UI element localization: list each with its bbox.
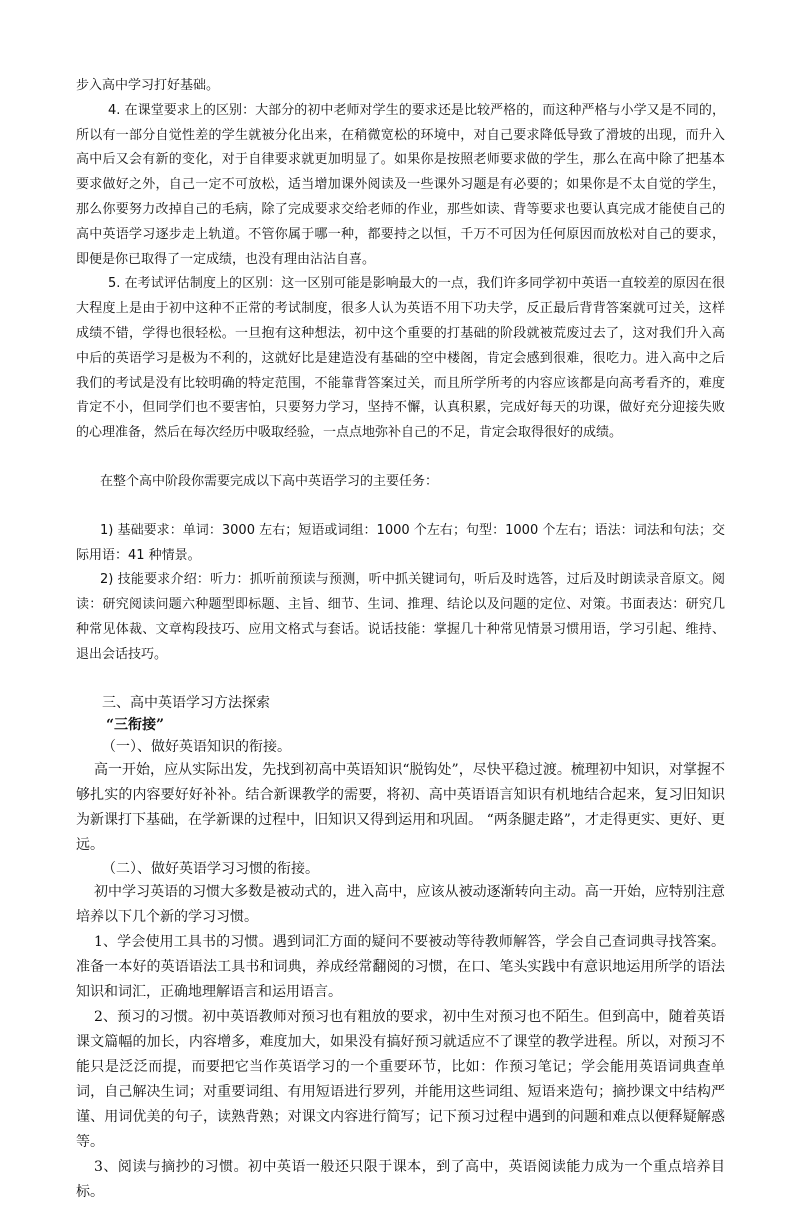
section-heading: 三、高中英语学习方法探索 xyxy=(102,694,270,711)
paragraph-knowledge: 高一开始，应从实际出发，先找到初高中英语知识“脱钩处”，尽快平稳过渡。梳理初中知识，对掌握不够扎实的内容要好好补补。结合新课教学的需要，将初、高中英语语言知识有机地结合起来，复习旧知识为新课打下基础，在学新课的过程中，旧知识又得到运用和巩固。 “两条腿走路”，才走得更实、更好、更远。 xyxy=(76,761,725,853)
paragraph-habit-reference-books: 1、学会使用工具书的习惯。遇到词汇方面的疑问不要被动等待教师解答，学会自己查词典寻找答案。准备一本好的英语语法工具书和词典，养成经常翻阅的习惯，在口、笔头实践中有意识地运用所学的语法知识和词汇，正确地理解语言和运用语言。 xyxy=(76,933,725,1000)
subsection-habits: （二）、做好英语学习习惯的衔接。 xyxy=(102,860,319,877)
spacer xyxy=(76,446,725,470)
paragraph-intro-tail: 步入高中学习打好基础。 xyxy=(76,78,220,93)
subsection-knowledge: （一）、做好英语知识的衔接。 xyxy=(102,738,291,755)
section-methods xyxy=(76,692,725,1205)
paragraph-main-tasks: 在整个高中阶段你需要完成以下高中英语学习的主要任务： xyxy=(100,473,439,489)
paragraph-skill-requirements: 2) 技能要求介绍：听力：抓听前预读与预测，听中抓关键词句，听后及时选答，过后及时朗读录音原文。阅读：研究阅读问题六种题型即标题、主旨、细节、生词、推理、结论以及问题的定位、对策。书面表达：研究几种常见体裁、文章构段技巧、应用文格式与套话。说话技能：掌握几十种常见情景习惯用语，学习引起、维持、退出会话技巧。 xyxy=(76,572,725,662)
subheading-three-connections: “三衔接” xyxy=(106,716,165,733)
paragraph-habits-intro: 初中学习英语的习惯大多数是被动式的，进入高中，应该从被动逐渐转向主动。高一开始，应特别注意培养以下几个新的学习习惯。 xyxy=(76,883,725,925)
paragraph-habit-preview: 2、预习的习惯。初中英语教师对预习也有粗放的要求，初中生对预习也不陌生。但到高中，随着英语课文篇幅的加长，内容增多，难度加大，如果没有搞好预习就适应不了课堂的教学进程。所以，对预习不能只是泛泛而提，而要把它当作英语学习的一个重要环节，比如：作预习笔记；学会能用英语词典查单词，自己解决生词；对重要词组、有用短语进行罗列，并能用这些词组、短语来造句；摘抄课文中结构严谨、用词优美的句子，读熟背熟；对课文内容进行简写；记下预习过程中遇到的问题和难点以便释疑解惑等。 xyxy=(76,1008,725,1150)
document-page xyxy=(76,74,725,1205)
paragraph-habit-reading: 3、阅读与摘抄的习惯。初中英语一般还只限于课本，到了高中，英语阅读能力成为一个重点培养目标。 xyxy=(76,1158,725,1200)
spacer xyxy=(76,495,725,519)
paragraph-exam-evaluation: 5. 在考试评估制度上的区别：这一区别可能是影响最大的一点，我们许多同学初中英语一直较差的原因在很大程度上是由于初中这种不正常的考试制度，很多人认为英语不用下功夫学，反正最后背背答案就可过关，这样成绩不错，学得也很轻松。一旦抱有这种想法，初中这个重要的打基础的阶段就被荒废过去了，这对我们升入高中后的英语学习是极为不利的，这就好比是建造没有基础的空中楼阁，肯定会感到很难，很吃力。进入高中之后我们的考试是没有比较明确的特定范围，不能靠背答案过关，而且所学所考的内容应该都是向高考看齐的，难度肯定不小，但同学们也不要害怕，只要努力学习，坚持不懈，认真积累，完成好每天的功课，做好充分迎接失败的心理准备，然后在每次经历中吸取经验，一点点地弥补自己的不足，肯定会取得很好的成绩。 xyxy=(76,276,725,441)
paragraph-classroom-requirements: 4. 在课堂要求上的区别：大部分的初中老师对学生的要求还是比较严格的，而这种严格与小学又是不同的，所以有一部分自觉性差的学生就被分化出来，在稍微宽松的环境中，对自己要求降低导致了滑坡的出现，而升入高中后又会有新的变化，对于自律要求就更加明显了。如果你是按照老师要求做的学生，那么在高中除了把基本要求做好之外，自己一定不可放松，适当增加课外阅读及一些课外习题是有必要的；如果你是不太自觉的学生，那么你要努力改掉自己的毛病，除了完成要求交给老师的作业，那些如读、背等要求也要认真完成才能使自己的高中英语学习逐步走上轨道。不管你属于哪一种，都要持之以恒，千万不可因为任何原因而放松对自己的要求，即便是你已取得了一定成绩，也没有理由沾沾自喜。 xyxy=(76,102,725,267)
paragraph-basic-requirements: 1) 基础要求：单词：3000 左右；短语或词组：1000 个左右；句型：1000 个左右；语法：词法和句法；交际用语：41 种情景。 xyxy=(76,522,725,563)
spacer xyxy=(76,668,725,692)
